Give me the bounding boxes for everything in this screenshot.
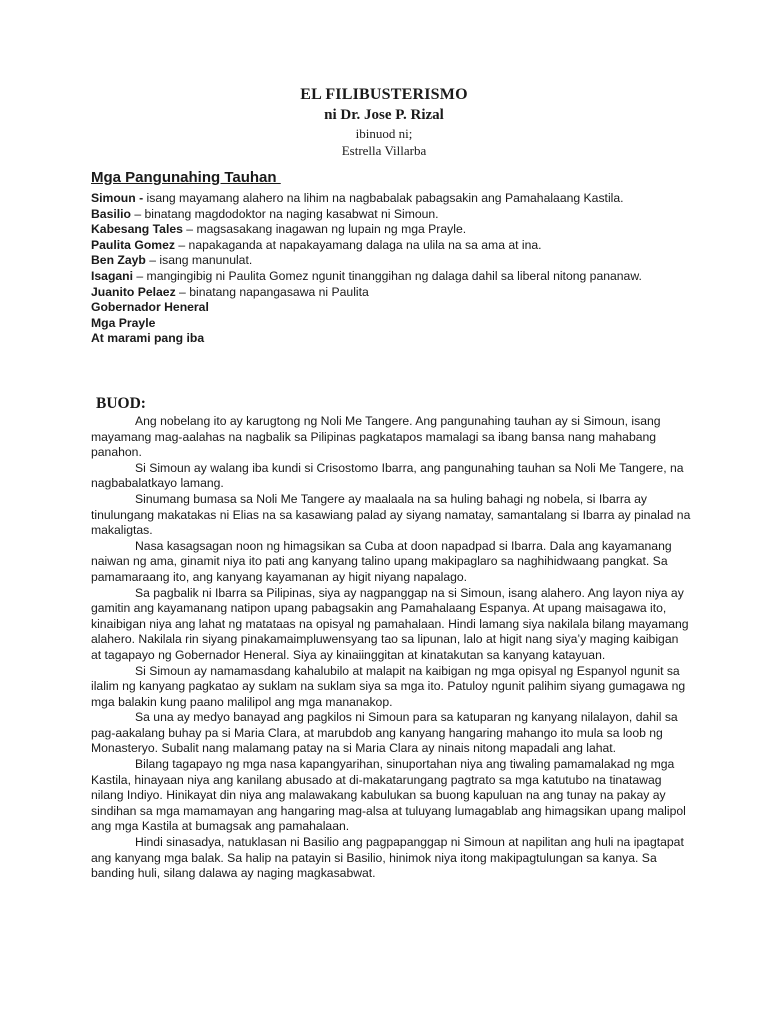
character-name: Juanito Pelaez [91,284,176,299]
character-name: Paulita Gomez [91,237,175,252]
document-author: ni Dr. Jose P. Rizal [324,107,444,123]
character-name: Isagani [91,268,133,283]
character-entry [91,238,691,254]
summary-paragraph: Sinumang bumasa sa Noli Me Tangere ay maalaala na sa huling bahagi ng nobela, si Ibarra ay tinulungang makatakas ni Elias na sa kasawiang palad ay siyang namatay, samantalang si Ibarra ay pinalad na makaligtas. [91,491,691,538]
summary-paragraph: Ang nobelang ito ay karugtong ng Noli Me Tangere. Ang pangunahing tauhan ay si Simoun, isang mayamang mag-aalahas na nagbalik sa Pilipinas pagkatapos mamalagi sa ibang bansa nang mahabang panahon. [91,414,661,460]
character-entry [91,300,691,316]
character-entry [91,285,691,301]
summary-heading: BUOD: [96,395,146,412]
character-name: Kabesang Tales [91,222,183,237]
characters-heading: Mga Pangunahing Tauhan [91,169,281,186]
character-description: – binatang napangasawa ni Paulita [175,284,369,299]
document-header [0,84,768,159]
summary-body [91,414,691,882]
character-description: – mangingibig ni Paulita Gomez ngunit tinanggihan ng dalaga dahil sa liberal nitong pananaw. [133,268,642,283]
character-name: At marami pang iba [91,331,205,346]
translated-by-label: ibinuod ni; [355,126,413,141]
summary-paragraph: Sa pagbalik ni Ibarra sa Pilipinas, siya ay nagpanggap na si Simoun, isang alahero. Ang layon niya ay gamitin ang kayamanang natipon upang pabagsakin ang Pamahalaang Espanya. At upang maisagawa ito, kinaibigan niya ang lahat ng matataas na opisyal ng pamahalaan. Hindi lamang siya nakilala bilang mayamang alahero. Nakilala rin siyang pinakamaimpluwensyang tao sa lipunan, lalo at higit nang siya’y maging kaibigan at tagapayo ng Gobernador Heneral. Siya ay kinaiinggitan at kinatakutan sa kanyang katayuan. [91,585,689,662]
character-entry [91,331,691,347]
characters-list [91,191,691,347]
character-name: Ben Zayb [91,253,146,268]
summary-paragraph: Si Simoun ay namamasdang kahalubilo at malapit na kaibigan ng mga opisyal ng Espanyol ngunit sa ilalim ng kanyang pagkatao ay suklam na suklam siya sa mga ito. Patuloy ngunit palihim siyang gumagawa ng mga balakin kung paano malilipol ang mga mananakop. [91,663,686,709]
summary-paragraph: Hindi sinasadya, natuklasan ni Basilio ang pagpapanggap ni Simoun at napilitan ang huli na ipagtapat ang kanyang mga balak. Sa halip na patayin si Basilio, hinimok niya itong makipagtulungan sa kanya. Sa banding huli, silang dalawa ay naging magkasabwat. [91,835,684,881]
character-name: Gobernador Heneral [91,300,209,315]
character-entry [91,222,691,238]
character-entry [91,316,691,332]
translator-name: Estrella Villarba [341,143,427,158]
character-description: – binatang magdodoktor na naging kasabwat ni Simoun. [130,206,439,221]
character-entry [91,269,691,285]
summary-paragraph: Nasa kasagsagan noon ng himagsikan sa Cuba at doon napadpad si Ibarra. Dala ang kayamanang naiwan ng ama, ginamit niya ito pati ang kanyang talino upang makipaglaro sa naghihidwaang pangkat. Sa pamamaraang ito, ang kanyang kayamanan ay higit niyang napalago. [91,538,672,584]
character-name: Mga Prayle [91,315,156,330]
summary-paragraph: Sa una ay medyo banayad ang pagkilos ni Simoun para sa katuparan ng kanyang nilalayon, dahil sa pag-aakalang buhay pa si Maria Clara, at marubdob ang kanyang hangaring mahango ito mula sa loob ng Monasteryo. Subalit nang malamang patay na si Maria Clara ay ninais nitong mapadali ang lahat. [91,710,678,756]
summary-paragraph: Bilang tagapayo ng mga nasa kapangyarihan, sinuportahan niya ang tiwaling pamamalakad ng mga Kastila, hinayaan niya ang kanilang abusado at di-makatarungang pagtrato sa mga katutubo na tinatawag nilang Indiyo. Hinikayat din niya ang malawakang kabulukan sa buong kapuluan na ang tunay na pakay ay sindihan sa mga mamamayan ang hangaring mag-alsa at tuluyang lumagablab ang himagsikan upang malipol ang mga Kastila at bumagsak ang pamahalaan. [91,757,686,834]
character-entry [91,191,691,207]
summary-paragraph: Si Simoun ay walang iba kundi si Crisostomo Ibarra, ang pangunahing tauhan sa Noli Me Tangere, na nagbabalatkayo lamang. [91,460,684,491]
character-description: – napakaganda at napakayamang dalaga na ulila na sa ama at ina. [174,237,542,252]
character-description: – magsasakang inagawan ng lupain ng mga Prayle. [182,222,467,237]
character-description: – isang manunulat. [145,253,253,268]
character-description: isang mayamang alahero na lihim na nagbabalak pabagsakin ang Pamahalaang Kastila. [143,191,624,205]
character-name: Basilio [91,206,131,221]
document-title: EL FILIBUSTERISMO [300,86,468,103]
character-name: Simoun - [91,191,144,205]
character-entry [91,253,691,269]
character-entry [91,207,691,223]
